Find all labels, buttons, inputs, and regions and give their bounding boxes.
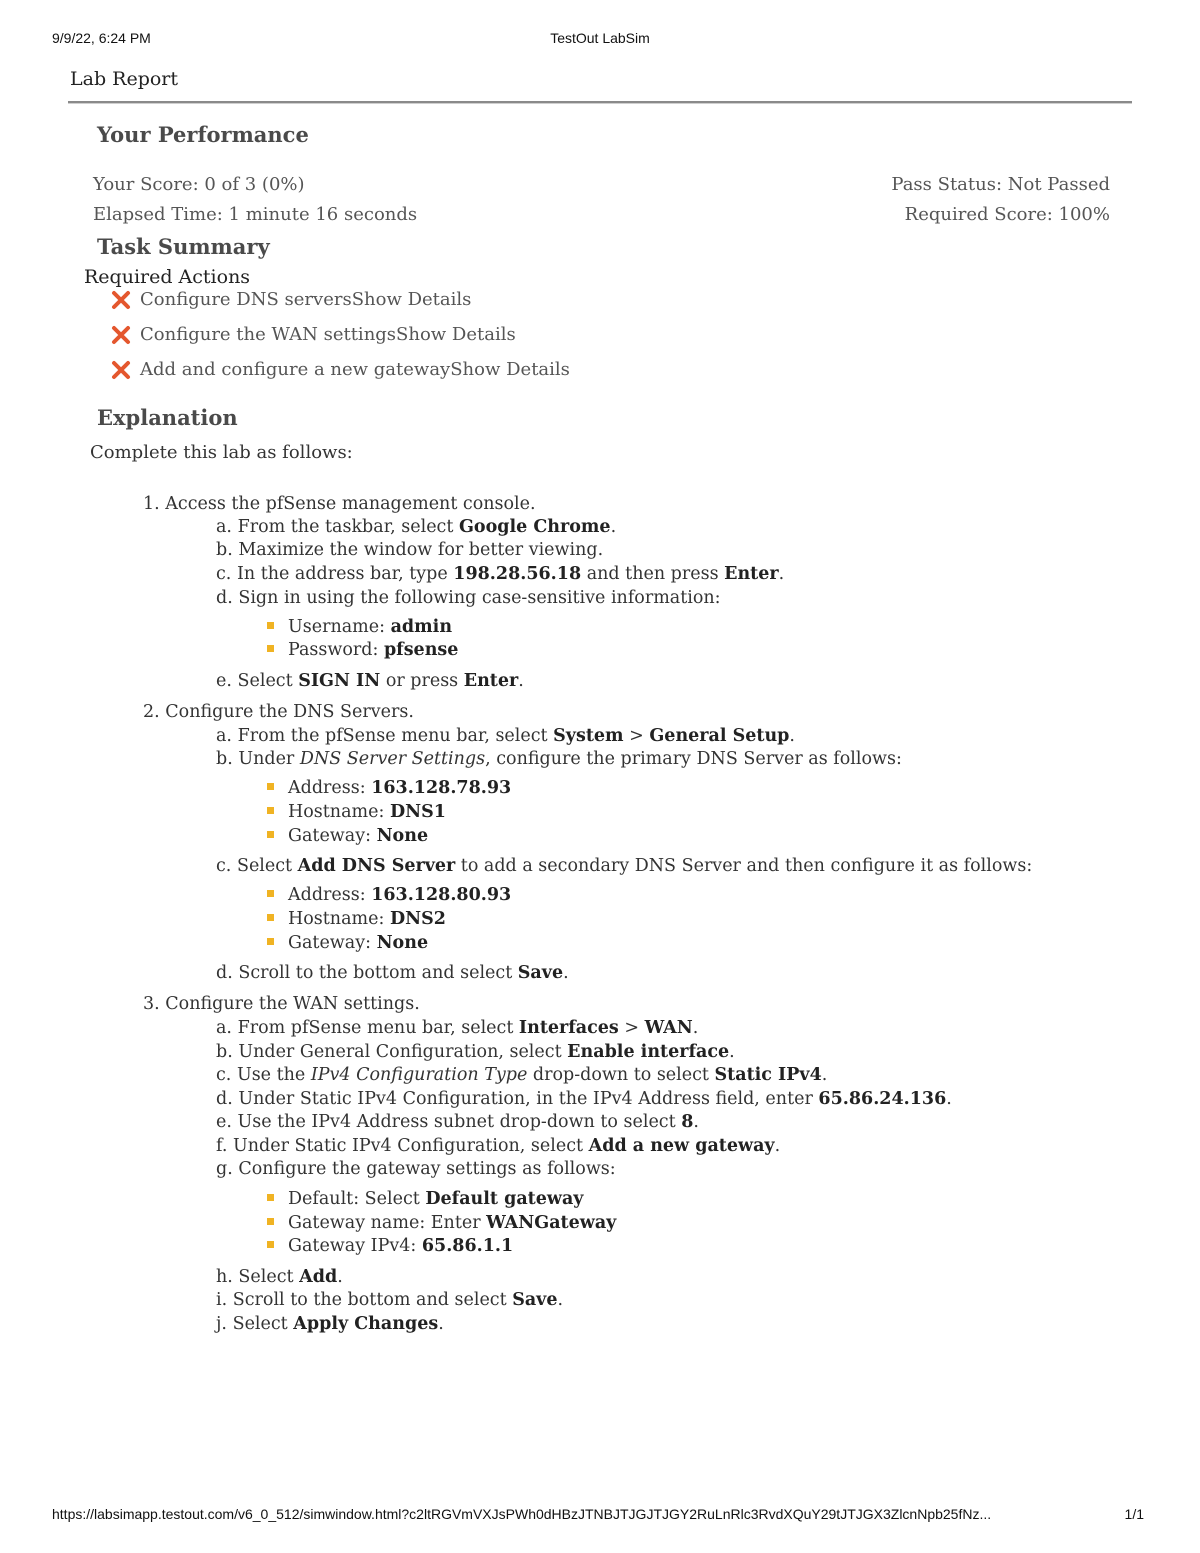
bullet-item: Hostname: DNS1 [267,802,446,822]
bullet-item: Address: 163.128.78.93 [267,778,511,798]
required-action-item [110,287,471,313]
bullet-item: Gateway: None [267,826,428,846]
substep-item: c. Use the IPv4 Configuration Type drop-down to select Static IPv4. [216,1065,828,1085]
explanation-heading: Explanation [97,405,238,430]
action-label: Configure the WAN settings [140,324,397,345]
show-details-link[interactable]: Show Details [351,289,472,310]
explanation-intro: Complete this lab as follows: [90,442,353,463]
substep-item: b. Maximize the window for better viewing. [216,540,604,560]
substep-item: i. Scroll to the bottom and select Save. [216,1290,564,1310]
step-item: 3. Configure the WAN settings. [143,994,420,1014]
substep-item: a. From the pfSense menu bar, select System > General Setup. [216,726,795,746]
page-number: 1/1 [1124,1506,1144,1522]
bullet-item: Password: pfsense [267,640,458,660]
square-bullet-icon [267,914,274,921]
square-bullet-icon [267,807,274,814]
page-title: Lab Report [70,68,179,90]
performance-heading: Your Performance [97,122,309,147]
bullet-item: Gateway: None [267,933,428,953]
substep-item: d. Under Static IPv4 Configuration, in the IPv4 Address field, enter 65.86.24.136. [216,1089,952,1109]
square-bullet-icon [267,783,274,790]
square-bullet-icon [267,1218,274,1225]
bullet-item: Username: admin [267,617,452,637]
pass-status-text: Pass Status: Not Passed [891,174,1110,195]
square-bullet-icon [267,831,274,838]
substep-item: c. In the address bar, type 198.28.56.18 and then press Enter. [216,564,785,584]
substep-item: b. Under DNS Server Settings, configure the primary DNS Server as follows: [216,749,902,769]
substep-item: a. From pfSense menu bar, select Interfaces > WAN. [216,1018,699,1038]
bullet-item: Address: 163.128.80.93 [267,885,511,905]
square-bullet-icon [267,645,274,652]
substep-item: g. Configure the gateway settings as follows: [216,1159,616,1179]
required-score-text: Required Score: 100% [904,204,1110,225]
substep-item: h. Select Add. [216,1267,343,1287]
substep-item: f. Under Static IPv4 Configuration, select Add a new gateway. [216,1136,781,1156]
substep-item: a. From the taskbar, select Google Chrome. [216,517,617,537]
required-action-item [110,357,570,383]
page-url: https://labsimapp.testout.com/v6_0_512/simwindow.html?c2ltRGVmVXJsPWh0dHBzJTNBJTJGJTJGY2RuLnRlc3RvdXQuY29tJTJGX3ZlcnNpb25fNz... [52,1506,992,1522]
action-label: Configure DNS servers [140,289,352,310]
substep-item: j. Select Apply Changes. [216,1314,444,1334]
show-details-link[interactable]: Show Details [396,324,516,345]
print-header [0,30,1200,50]
bullet-item: Gateway name: Enter WANGateway [267,1213,616,1233]
task-summary-heading: Task Summary [97,234,270,259]
square-bullet-icon [267,622,274,629]
substep-item: c. Select Add DNS Server to add a secondary DNS Server and then configure it as follows: [216,856,1033,876]
elapsed-time-text: Elapsed Time: 1 minute 16 seconds [93,204,418,225]
score-text: Your Score: 0 of 3 (0%) [93,174,305,195]
substep-item: e. Use the IPv4 Address subnet drop-down to select 8. [216,1112,699,1132]
bullet-item: Default: Select Default gateway [267,1189,583,1209]
title-divider [68,101,1132,104]
x-mark-icon [110,359,132,381]
square-bullet-icon [267,890,274,897]
substep-item: d. Sign in using the following case-sensitive information: [216,588,721,608]
square-bullet-icon [267,1194,274,1201]
x-mark-icon [110,324,132,346]
step-item: 1. Access the pfSense management console. [143,494,536,514]
show-details-link[interactable]: Show Details [450,359,570,380]
substep-item: b. Under General Configuration, select Enable interface. [216,1042,735,1062]
print-date: 9/9/22, 6:24 PM [52,30,151,46]
step-item: 2. Configure the DNS Servers. [143,702,414,722]
action-label: Add and configure a new gateway [140,359,451,380]
bullet-item: Hostname: DNS2 [267,909,446,929]
substep-item: e. Select SIGN IN or press Enter. [216,671,524,691]
x-mark-icon [110,289,132,311]
required-action-item [110,322,516,348]
square-bullet-icon [267,1241,274,1248]
required-actions-label: Required Actions [84,266,251,288]
square-bullet-icon [267,938,274,945]
substep-item: d. Scroll to the bottom and select Save. [216,963,569,983]
bullet-item: Gateway IPv4: 65.86.1.1 [267,1236,513,1256]
print-title: TestOut LabSim [550,30,650,46]
print-footer [0,1506,1200,1526]
